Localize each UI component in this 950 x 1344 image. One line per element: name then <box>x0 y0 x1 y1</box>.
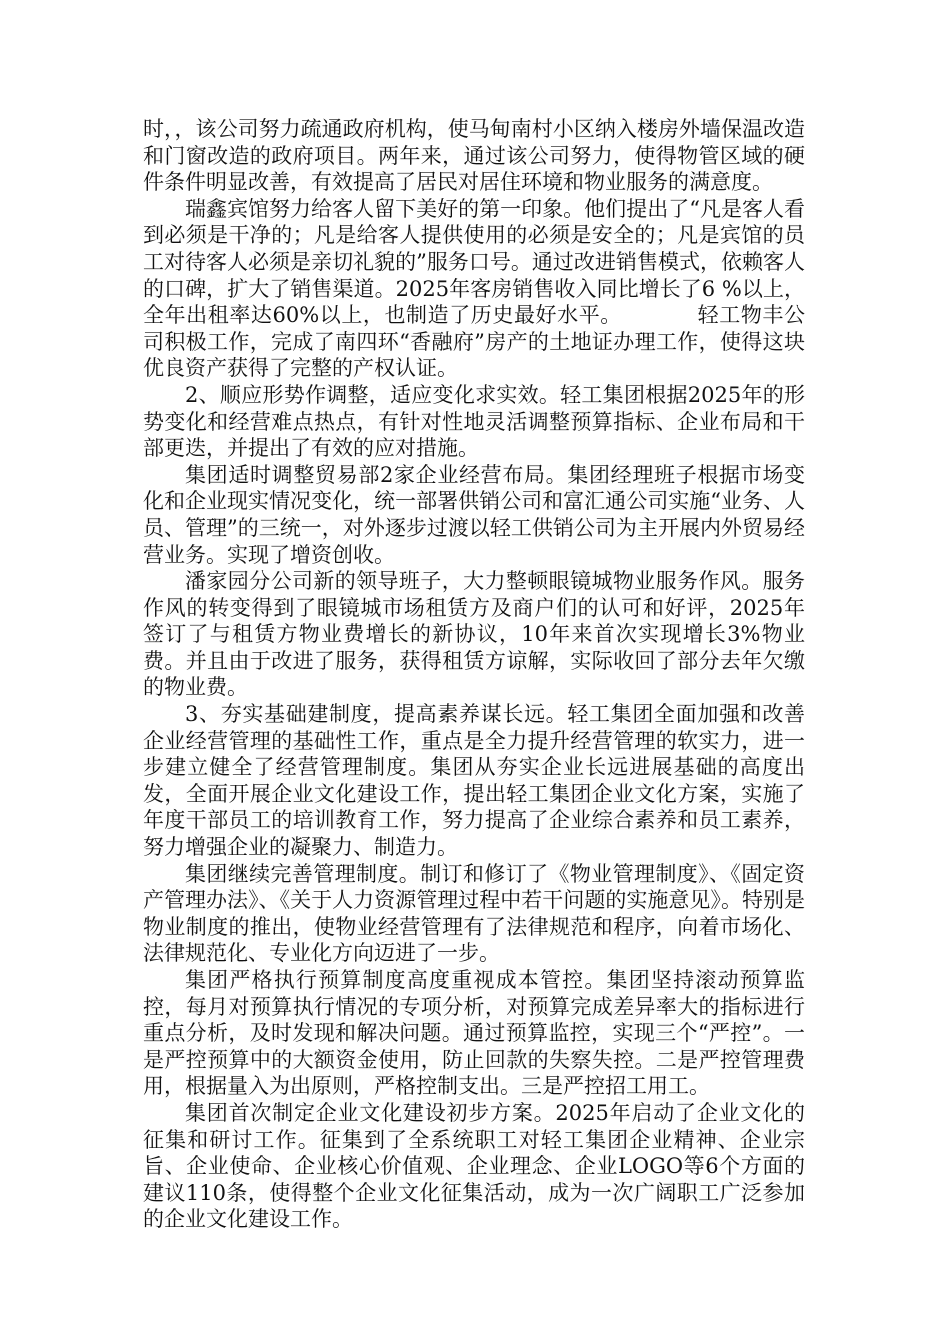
paragraph: 潘家园分公司新的领导班子，大力整顿眼镜城物业服务作风。服务作风的转变得到了眼镜城市场租赁方及商户们的认可和好评，2025年签订了与租赁方物业费增长的新协议，10年来首次实现增长3%物业费。并且由于改进了服务，获得租赁方谅解，实际收回了部分去年欠缴的物业费。 <box>143 569 805 700</box>
paragraph: 集团严格执行预算制度高度重视成本管控。集团坚持滚动预算监控，每月对预算执行情况的专项分析，对预算完成差异率大的指标进行重点分析，及时发现和解决问题。通过预算监控，实现三个“严控”。一是严控预算中的大额资金使用，防止回款的失察失控。二是严控管理费用，根据量入为出原则，严格控制支出。三是严控招工用工。 <box>143 968 805 1099</box>
paragraph-continuation: 时，，该公司努力疏通政府机构，使马甸南村小区纳入楼房外墙保温改造和门窗改造的政府项目。两年来，通过该公司努力，使得物管区域的硬件条件明显改善，有效提高了居民对居住环境和物业服务的满意度。 <box>143 117 805 195</box>
paragraph-section-2-heading: 2、顺应形势作调整，适应变化求实效。轻工集团根据2025年的形势变化和经营难点热点，有针对性地灵活调整预算指标、企业布局和干部更迭，并提出了有效的应对措施。 <box>143 382 805 461</box>
paragraph-section-3-heading: 3、夯实基础建制度，提高素养谋长远。轻工集团全面加强和改善企业经营管理的基础性工作，重点是全力提升经营管理的软实力，进一步建立健全了经营管理制度。集团从夯实企业长远进展基础的高度出发，全面开展企业文化建设工作，提出轻工集团企业文化方案，实施了年度干部员工的培训教育工作，努力提高了企业综合素养和员工素养，努力增强企业的凝聚力、制造力。 <box>143 702 805 860</box>
paragraph: 集团首次制定企业文化建设初步方案。2025年启动了企业文化的征集和研讨工作。征集到了全系统职工对轻工集团企业精神、企业宗旨、企业使命、企业核心价值观、企业理念、企业LOGO等6个方面的建议110条，使得整个企业文化征集活动，成为一次广阔职工广泛参加的企业文化建设工作。 <box>143 1100 805 1232</box>
paragraph: 集团继续完善管理制度。制订和修订了《物业管理制度》、《固定资产管理办法》、《关于人力资源管理过程中若干问题的实施意见》。特别是物业制度的推出，使物业经营管理有了法律规范和程序，向着市场化、法律规范化、专业化方向迈进了一步。 <box>143 861 805 966</box>
paragraph: 瑞鑫宾馆努力给客人留下美好的第一印象。他们提出了“凡是客人看到必须是干净的；凡是给客人提供使用的必须是安全的；凡是宾馆的员工对待客人必须是亲切礼貌的”服务口号。通过改进销售模式，依赖客人的口碑，扩大了销售渠道。2025年客房销售收入同比增长了6 %以上，全年出租率达60%以上，也制造了历史最好水平。 轻工物丰公司积极工作，完成了南四环“香融府”房产的土地证办理工作，使得这块优良资产获得了完整的产权认证。 <box>143 196 805 381</box>
paragraph: 集团适时调整贸易部2家企业经营布局。集团经理班子根据市场变化和企业现实情况变化，统一部署供销公司和富汇通公司实施“业务、人员、管理”的三统一，对外逐步过渡以轻工供销公司为主开展内外贸易经营业务。实现了增资创收。 <box>143 462 805 567</box>
document-page <box>143 116 805 1233</box>
